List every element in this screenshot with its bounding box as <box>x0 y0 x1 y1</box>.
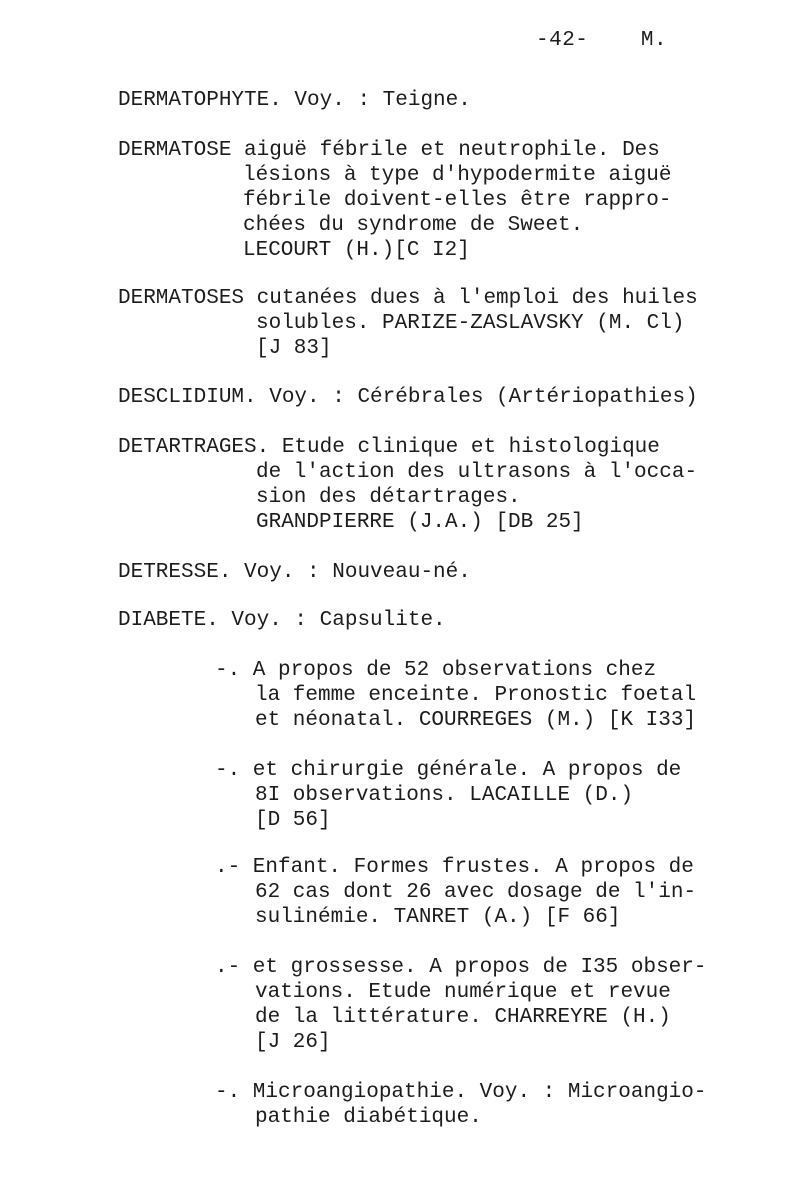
subentry-microangiopathie <box>215 1080 715 1130</box>
subentry-line: -. et chirurgie générale. A propos de <box>215 759 682 782</box>
entry-line: GRANDPIERRE (J.A.) [DB 25] <box>256 511 584 534</box>
subentry-line: et néonatal. COURREGES (M.) [K I33] <box>255 709 697 732</box>
index-entry-dermatophyte <box>118 88 718 113</box>
subentry-et-grossesse <box>215 955 715 1055</box>
subentry-line: 62 cas dont 26 avec dosage de l'in- <box>255 881 697 904</box>
subentry-line: [J 26] <box>255 1031 331 1054</box>
index-entry-dermatose <box>118 138 718 263</box>
subentry-line: pathie diabétique. <box>255 1106 482 1129</box>
subentry-chirurgie-generale <box>215 758 715 833</box>
section-letter: M. <box>640 29 668 52</box>
entry-line: DERMATOPHYTE. Voy. : Teigne. <box>118 89 471 112</box>
subentry-line: -. Microangiopathie. Voy. : Microangio- <box>215 1081 707 1104</box>
entry-line: DERMATOSE aiguë fébrile et neutrophile. Des <box>118 139 660 162</box>
page-number: -42- <box>536 29 589 52</box>
subentry-enfant-formes-frustes <box>215 855 715 930</box>
entry-line: chées du syndrome de Sweet. <box>243 214 584 237</box>
entry-line: DIABETE. Voy. : Capsulite. <box>118 609 446 632</box>
page-header <box>536 28 667 53</box>
index-entry-dermatoses <box>118 286 718 361</box>
index-entry-desclidium <box>118 385 718 410</box>
entry-line: DERMATOSES cutanées dues à l'emploi des huiles <box>118 287 698 310</box>
subentry-line: .- et grossesse. A propos de I35 obser- <box>215 956 707 979</box>
subentry-line: vations. Etude numérique et revue <box>255 981 671 1004</box>
entry-line: DESCLIDIUM. Voy. : Cérébrales (Artériopathies) <box>118 386 698 409</box>
subentry-line: -. A propos de 52 observations chez <box>215 659 657 682</box>
entry-line: lésions à type d'hypodermite aiguë <box>243 164 672 187</box>
subentry-line: [D 56] <box>255 809 331 832</box>
entry-line: de l'action des ultrasons à l'occa- <box>256 461 698 484</box>
entry-line: fébrile doivent-elles être rappro- <box>243 189 672 212</box>
index-entry-detartrages <box>118 435 718 535</box>
subentry-line: sulinémie. TANRET (A.) [F 66] <box>255 906 621 929</box>
subentry-line: 8I observations. LACAILLE (D.) <box>255 784 634 807</box>
entry-line: DETARTRAGES. Etude clinique et histologique <box>118 436 660 459</box>
entry-line: DETRESSE. Voy. : Nouveau-né. <box>118 561 471 584</box>
subentry-line: de la littérature. CHARREYRE (H.) <box>255 1006 671 1029</box>
index-entry-detresse <box>118 560 718 585</box>
index-entry-diabete <box>118 608 718 633</box>
subentry-line: la femme enceinte. Pronostic foetal <box>255 684 697 707</box>
subentry-grossesse-observations <box>215 658 715 733</box>
subentry-line: .- Enfant. Formes frustes. A propos de <box>215 856 694 879</box>
entry-line: [J 83] <box>256 337 332 360</box>
entry-line: LECOURT (H.)[C I2] <box>243 239 470 262</box>
entry-line: solubles. PARIZE-ZASLAVSKY (M. Cl) <box>256 312 685 335</box>
entry-line: sion des détartrages. <box>256 486 521 509</box>
